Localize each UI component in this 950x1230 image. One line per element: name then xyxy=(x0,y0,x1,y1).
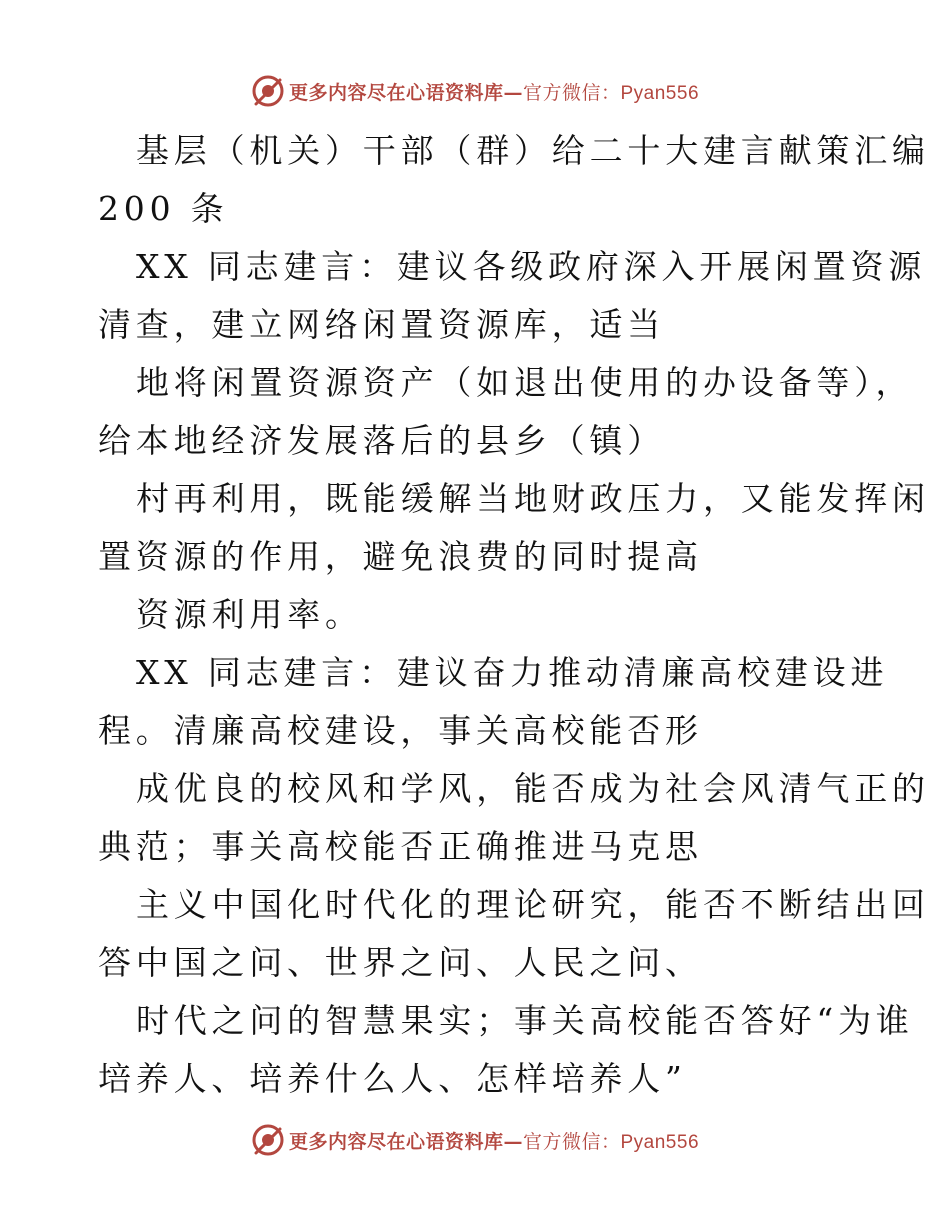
paragraph-line: XX 同志建言：建议各级政府深入开展闲置资源 xyxy=(136,247,927,286)
watermark-wechat-id: Pyan556 xyxy=(620,82,700,104)
seal-logo-icon xyxy=(251,74,285,108)
paragraph-line: 置资源的作用，避免浪费的同时提高 xyxy=(98,537,703,576)
paragraph-line: 地将闲置资源资产（如退出使用的办设备等）， xyxy=(136,363,914,402)
paragraph-line: 成优良的校风和学风，能否成为社会风清气正的 xyxy=(136,769,930,808)
header-watermark xyxy=(0,71,950,111)
paragraph-line: 培养人、培养什么人、怎样培养人” xyxy=(98,1059,687,1098)
paragraph-line: 清查，建立网络闲置资源库，适当 xyxy=(98,305,665,344)
paragraph-line: 时代之问的智慧果实；事关高校能否答好“为谁 xyxy=(136,1001,914,1040)
paragraph-line: 典范；事关高校能否正确推进马克思 xyxy=(98,827,703,866)
watermark-brand: 更多内容尽在心语资料库— xyxy=(288,81,523,104)
document-body xyxy=(98,122,930,1108)
watermark-official: 官方微信： xyxy=(522,81,621,104)
paragraph-line: 答中国之问、世界之问、人民之问、 xyxy=(98,943,703,982)
paragraph-line: 给本地经济发展落后的县乡（镇） xyxy=(98,421,665,460)
paragraph-line: XX 同志建言：建议奋力推动清廉高校建设进 xyxy=(136,653,889,692)
watermark-text xyxy=(289,1127,699,1154)
paragraph-line: 程。清廉高校建设，事关高校能否形 xyxy=(98,711,703,750)
watermark-brand: 更多内容尽在心语资料库— xyxy=(288,1130,523,1153)
document-title-cont: 200 条 xyxy=(98,189,229,228)
watermark-wechat-id: Pyan556 xyxy=(620,1131,700,1153)
seal-logo-icon xyxy=(251,1123,285,1157)
paragraph-line: 主义中国化时代化的理论研究，能否不断结出回 xyxy=(136,885,930,924)
footer-watermark xyxy=(0,1120,950,1160)
paragraph-line: 资源利用率。 xyxy=(136,595,363,634)
paragraph-line: 村再利用，既能缓解当地财政压力，又能发挥闲 xyxy=(136,479,930,518)
watermark-official: 官方微信： xyxy=(522,1130,621,1153)
document-title: 基层（机关）干部（群）给二十大建言献策汇编 xyxy=(136,131,930,170)
watermark-text xyxy=(289,78,699,105)
